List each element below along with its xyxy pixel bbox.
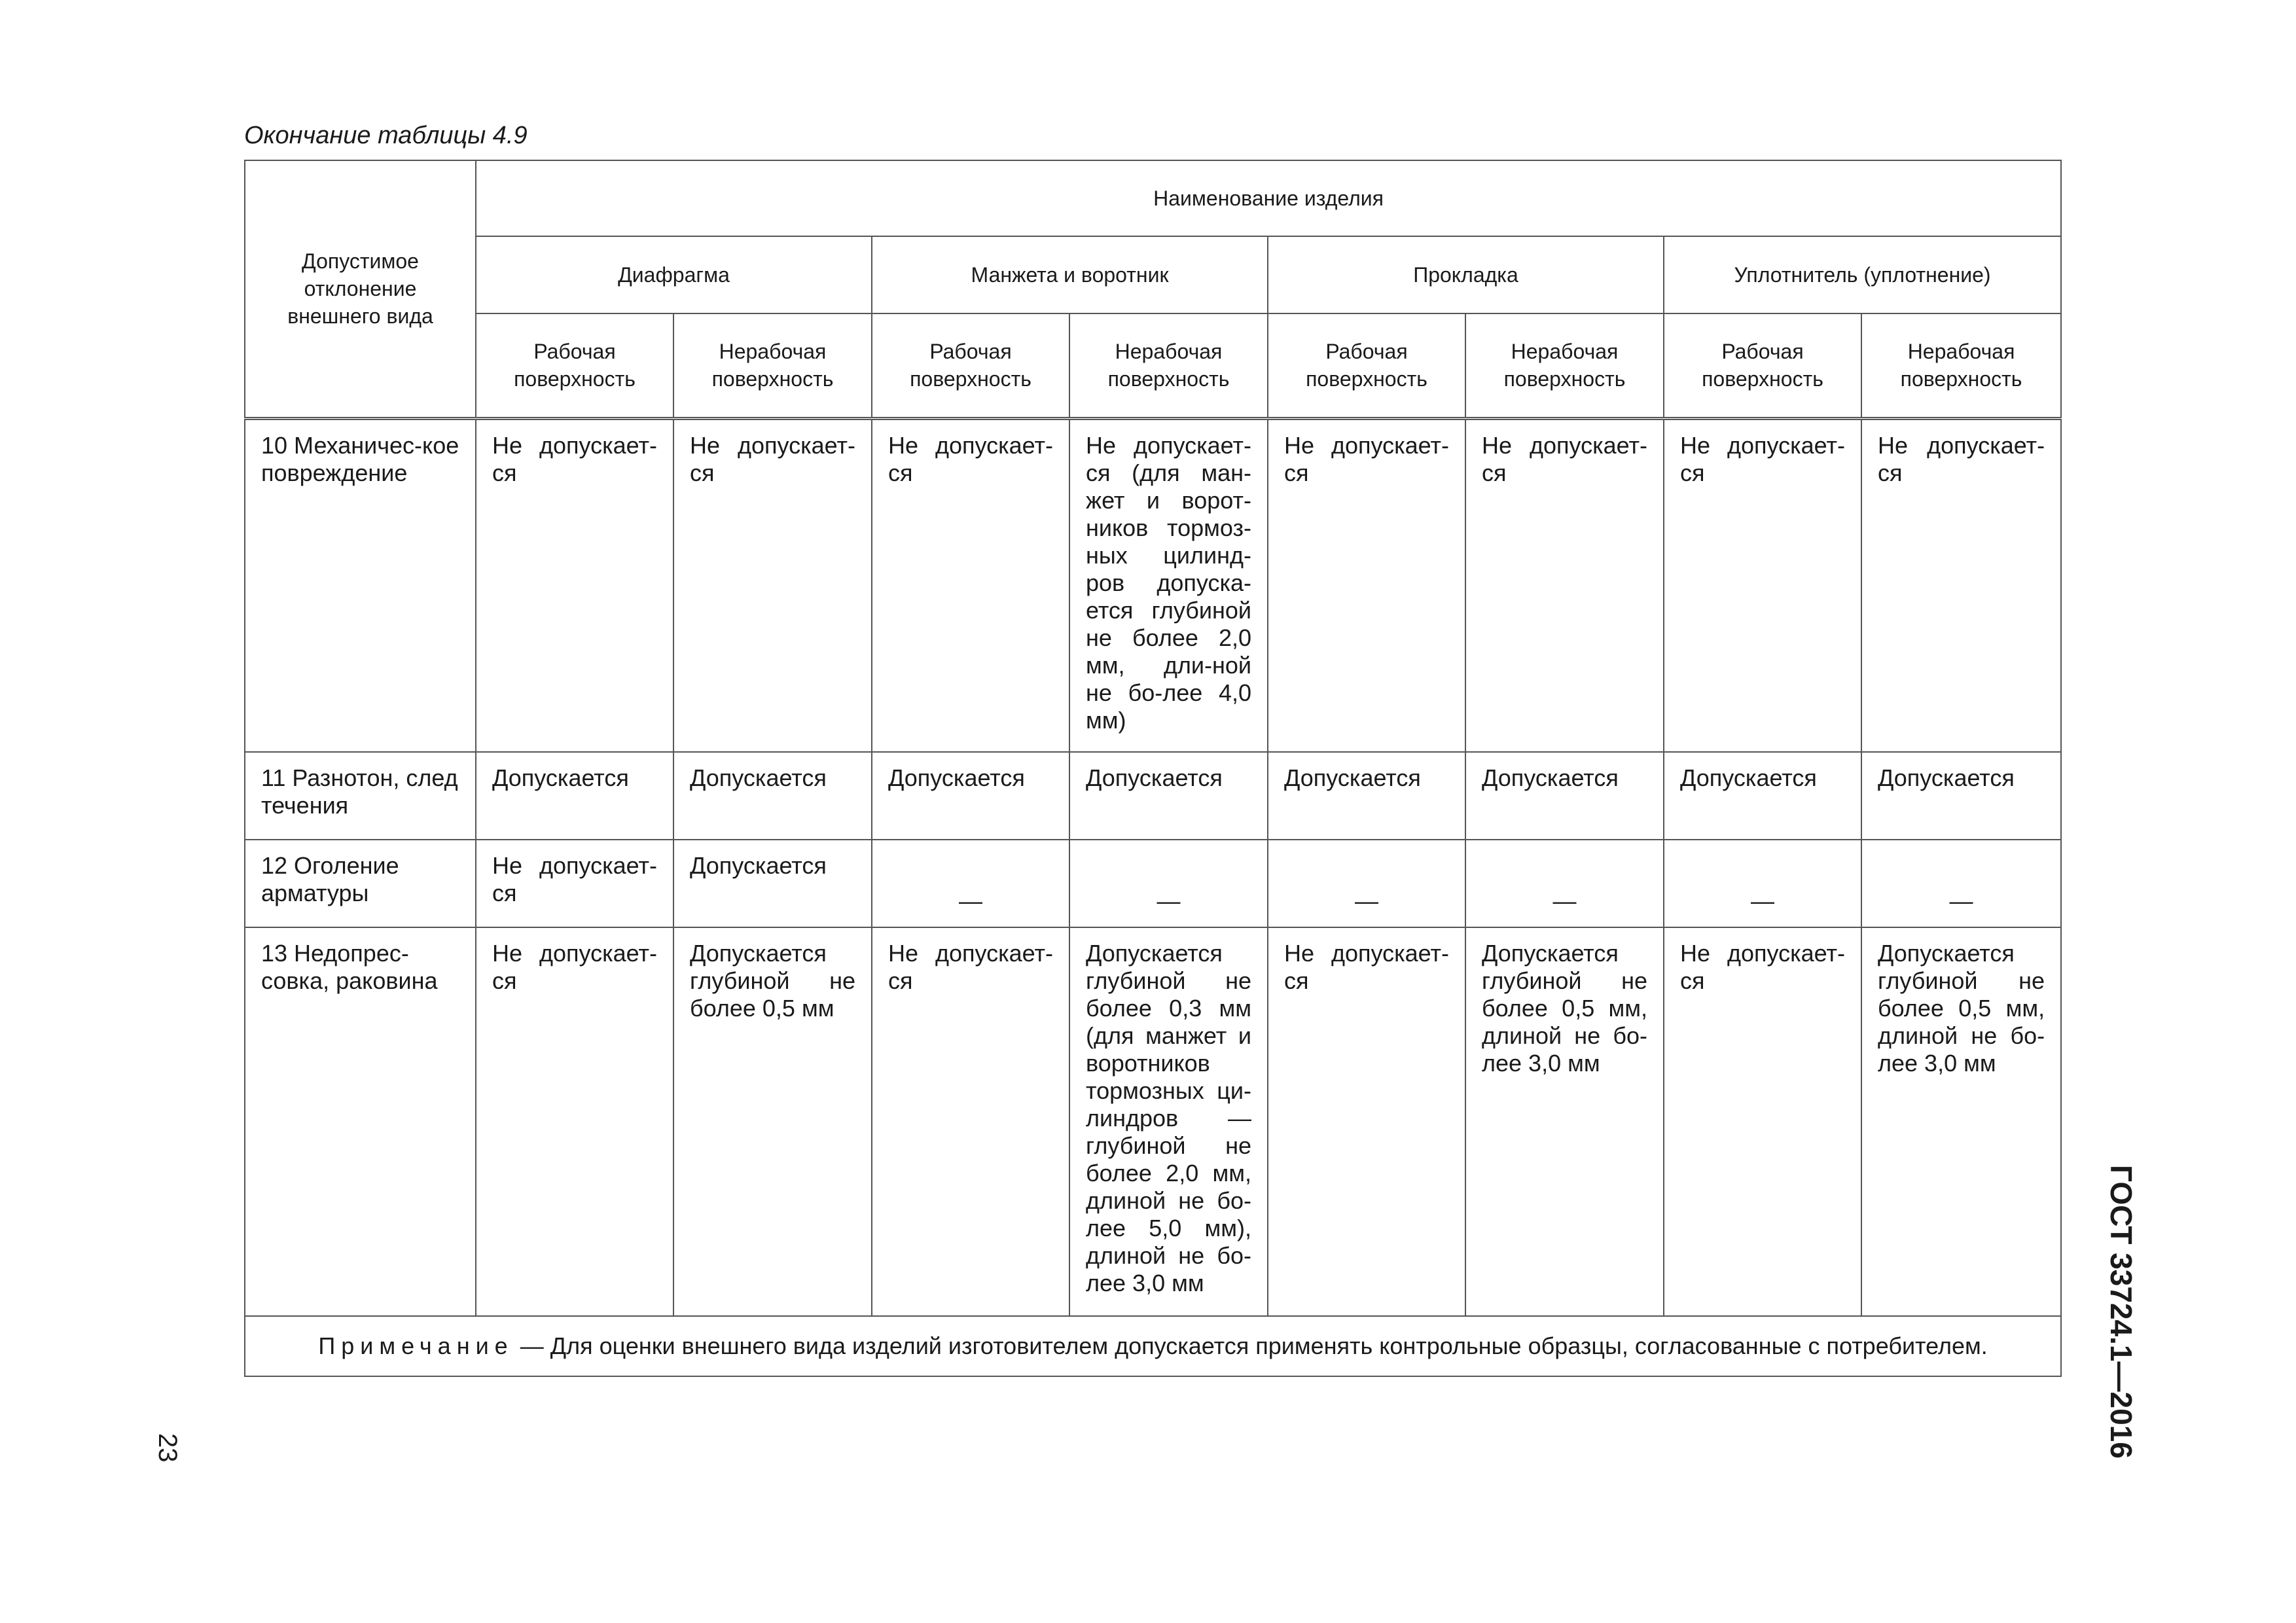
table-cell: Не допускает-ся xyxy=(1465,418,1664,752)
working-surface-header: Рабочая поверхность xyxy=(1664,313,1861,418)
table-cell: — xyxy=(1268,840,1465,927)
nonworking-surface-header: Нерабочая поверхность xyxy=(1861,313,2061,418)
table-cell: Не допускает-ся xyxy=(872,418,1069,752)
nonworking-surface-header: Нерабочая поверхность xyxy=(1465,313,1664,418)
standard-designation: ГОСТ 33724.1—2016 xyxy=(2104,1165,2138,1459)
row-label: 13 Недопрес-совка, раковина xyxy=(245,927,476,1316)
table-cell: Не допускает-ся xyxy=(1268,927,1465,1316)
table-cell: — xyxy=(872,840,1069,927)
table-cell: Не допускает-ся xyxy=(476,927,673,1316)
note-label: Примечание xyxy=(318,1332,514,1359)
table-cell: Не допускает-ся xyxy=(1664,927,1861,1316)
table-cell: Не допускает-ся xyxy=(1268,418,1465,752)
working-surface-header: Рабочая поверхность xyxy=(872,313,1069,418)
note-row xyxy=(245,1316,2061,1376)
table-cell: — xyxy=(1664,840,1861,927)
table-cell: — xyxy=(1465,840,1664,927)
table-cell: Не допускает-ся xyxy=(476,840,673,927)
header-row-2 xyxy=(245,236,2061,313)
table-cell: Допускается xyxy=(872,752,1069,840)
deviation-table xyxy=(244,160,2062,1377)
table-cell: Допускается xyxy=(1861,752,2061,840)
group-header: Манжета и воротник xyxy=(872,236,1268,313)
table-row xyxy=(245,927,2061,1316)
nonworking-surface-header: Нерабочая поверхность xyxy=(673,313,872,418)
row-label: 11 Разнотон, след течения xyxy=(245,752,476,840)
header-row-1 xyxy=(245,160,2061,236)
deviation-header: Допустимое отклонение внешнего вида xyxy=(245,160,476,418)
note-text: — Для оценки внешнего вида изделий изготовителем допускается применять контрольные образцы, согласованные с потребителем. xyxy=(513,1332,1988,1359)
row-label: 10 Механичес-кое повреждение xyxy=(245,418,476,752)
table-note xyxy=(245,1316,2061,1376)
table-cell: Допускается xyxy=(1069,752,1268,840)
table-row xyxy=(245,418,2061,752)
table-cell: Не допускает-ся xyxy=(1861,418,2061,752)
table-cell: Допускается xyxy=(476,752,673,840)
table-cell: Допускается xyxy=(1268,752,1465,840)
row-label: 12 Оголение арматуры xyxy=(245,840,476,927)
group-header: Прокладка xyxy=(1268,236,1664,313)
group-header: Диафрагма xyxy=(476,236,872,313)
working-surface-header: Рабочая поверхность xyxy=(476,313,673,418)
working-surface-header: Рабочая поверхность xyxy=(1268,313,1465,418)
table-caption: Окончание таблицы 4.9 xyxy=(244,122,528,149)
group-header: Уплотнитель (уплотнение) xyxy=(1664,236,2061,313)
header-row-3 xyxy=(245,313,2061,418)
table-cell: Допускается xyxy=(673,840,872,927)
page-number: 23 xyxy=(153,1433,182,1463)
table-cell: Не допускает-ся xyxy=(1664,418,1861,752)
table-cell: Допускается xyxy=(1465,752,1664,840)
table-row xyxy=(245,752,2061,840)
table-cell: Допускается глубиной не более 0,5 мм, длиной не бо-лее 3,0 мм xyxy=(1465,927,1664,1316)
product-name-header: Наименование изделия xyxy=(476,160,2061,236)
table-cell: Допускается xyxy=(1664,752,1861,840)
table-row xyxy=(245,840,2061,927)
table-cell: Не допускает-ся xyxy=(476,418,673,752)
table-cell: Допускается xyxy=(673,752,872,840)
table-cell: Допускается глубиной не более 0,5 мм, длиной не бо-лее 3,0 мм xyxy=(1861,927,2061,1316)
table-cell: — xyxy=(1069,840,1268,927)
table-cell: — xyxy=(1861,840,2061,927)
table-cell: Не допускает-ся (для ман-жет и ворот-ников тормоз-ных цилинд-ров допуска-ется глубиной не более 2,0 мм, дли-ной не бо-лее 4,0 мм) xyxy=(1069,418,1268,752)
table-cell: Не допускает-ся xyxy=(673,418,872,752)
table-cell: Допускается глубиной не более 0,3 мм (для манжет и воротников тормозных ци-линдров — глубиной не более 2,0 мм, длиной не бо-лее 5,0 мм), длиной не бо-лее 3,0 мм xyxy=(1069,927,1268,1316)
table-cell: Не допускает-ся xyxy=(872,927,1069,1316)
table-cell: Допускается глубиной не более 0,5 мм xyxy=(673,927,872,1316)
nonworking-surface-header: Нерабочая поверхность xyxy=(1069,313,1268,418)
